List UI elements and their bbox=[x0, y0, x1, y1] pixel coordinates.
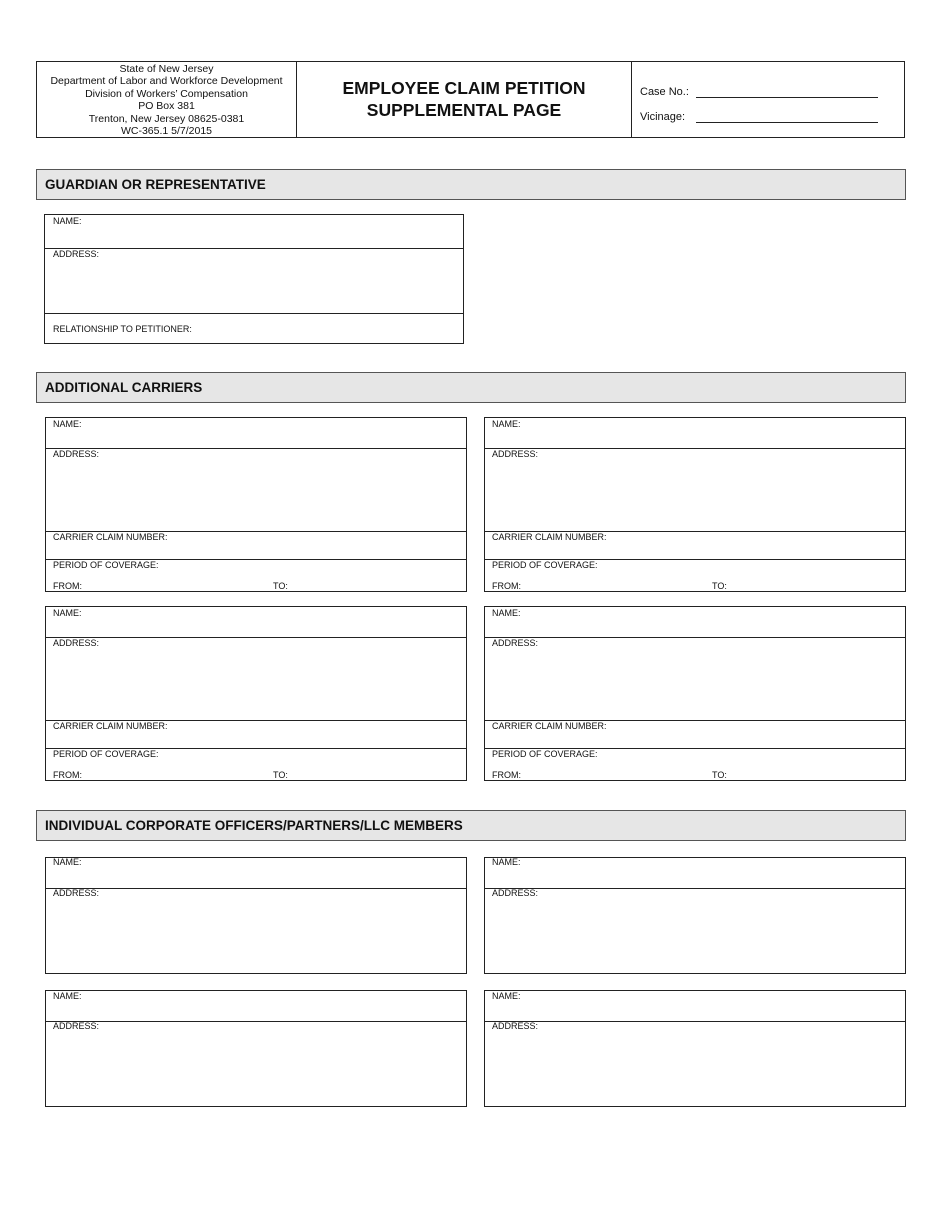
carrier-claim-number-label: CARRIER CLAIM NUMBER: bbox=[53, 532, 168, 542]
address-label: ADDRESS: bbox=[53, 449, 100, 459]
coverage-from-field[interactable] bbox=[525, 763, 705, 780]
from-label: FROM: bbox=[492, 581, 521, 591]
relationship-label: RELATIONSHIP TO PETITIONER: bbox=[53, 324, 192, 334]
officer-address-field[interactable] bbox=[485, 1022, 905, 1106]
carrier-name-field[interactable] bbox=[485, 418, 905, 448]
to-label: TO: bbox=[712, 581, 727, 591]
guardian-address-field[interactable] bbox=[45, 249, 463, 313]
agency-line: Division of Workers’ Compensation bbox=[85, 87, 248, 100]
carrier-box-2 bbox=[484, 417, 906, 592]
case-no-field[interactable] bbox=[696, 88, 878, 98]
name-label: NAME: bbox=[492, 419, 521, 429]
title-line-2: SUPPLEMENTAL PAGE bbox=[366, 100, 562, 120]
period-of-coverage-label: PERIOD OF COVERAGE: bbox=[492, 560, 598, 570]
carrier-claim-number-field[interactable] bbox=[485, 532, 905, 559]
agency-line: PO Box 381 bbox=[138, 100, 195, 113]
officer-name-field[interactable] bbox=[46, 991, 466, 1021]
carrier-address-field[interactable] bbox=[485, 638, 905, 720]
form-number: WC-365.1 5/7/2015 bbox=[120, 125, 213, 138]
officer-box-4 bbox=[484, 990, 906, 1107]
agency-line: State of New Jersey bbox=[119, 63, 214, 75]
name-label: NAME: bbox=[53, 419, 82, 429]
coverage-to-field[interactable] bbox=[730, 574, 900, 591]
section-carriers: ADDITIONAL CARRIERS bbox=[36, 372, 906, 403]
name-label: NAME: bbox=[492, 857, 521, 867]
officer-box-3 bbox=[45, 990, 467, 1107]
case-no-label: Case No.: bbox=[640, 86, 689, 98]
from-label: FROM: bbox=[492, 770, 521, 780]
carrier-box-3 bbox=[45, 606, 467, 781]
guardian-box bbox=[44, 214, 464, 344]
carrier-name-field[interactable] bbox=[485, 607, 905, 637]
address-label: ADDRESS: bbox=[492, 1021, 539, 1031]
to-label: TO: bbox=[273, 770, 288, 780]
coverage-to-field[interactable] bbox=[730, 763, 900, 780]
from-label: FROM: bbox=[53, 581, 82, 591]
period-of-coverage-label: PERIOD OF COVERAGE: bbox=[492, 749, 598, 759]
officer-box-2 bbox=[484, 857, 906, 974]
agency-line: Department of Labor and Workforce Development bbox=[50, 75, 283, 88]
address-label: ADDRESS: bbox=[53, 249, 100, 259]
form-header bbox=[36, 61, 905, 138]
carrier-claim-number-label: CARRIER CLAIM NUMBER: bbox=[53, 721, 168, 731]
period-of-coverage-label: PERIOD OF COVERAGE: bbox=[53, 560, 159, 570]
officer-address-field[interactable] bbox=[46, 1022, 466, 1106]
section-guardian: GUARDIAN OR REPRESENTATIVE bbox=[36, 169, 906, 200]
carrier-box-4 bbox=[484, 606, 906, 781]
carrier-claim-number-label: CARRIER CLAIM NUMBER: bbox=[492, 721, 607, 731]
carrier-address-field[interactable] bbox=[485, 449, 905, 531]
address-label: ADDRESS: bbox=[53, 1021, 100, 1031]
agency-info bbox=[37, 62, 297, 137]
address-label: ADDRESS: bbox=[53, 638, 100, 648]
vicinage-row bbox=[640, 111, 878, 123]
guardian-name-field[interactable] bbox=[45, 215, 463, 248]
name-label: NAME: bbox=[53, 991, 82, 1001]
address-label: ADDRESS: bbox=[492, 888, 539, 898]
carrier-claim-number-label: CARRIER CLAIM NUMBER: bbox=[492, 532, 607, 542]
officer-box-1 bbox=[45, 857, 467, 974]
period-of-coverage-label: PERIOD OF COVERAGE: bbox=[53, 749, 159, 759]
coverage-to-field[interactable] bbox=[291, 574, 461, 591]
officer-name-field[interactable] bbox=[485, 858, 905, 888]
address-label: ADDRESS: bbox=[492, 449, 539, 459]
vicinage-label: Vicinage: bbox=[640, 111, 686, 123]
name-label: NAME: bbox=[53, 216, 82, 226]
officer-name-field[interactable] bbox=[485, 991, 905, 1021]
carrier-box-1 bbox=[45, 417, 467, 592]
title-line-1: EMPLOYEE CLAIM PETITION bbox=[342, 78, 586, 98]
to-label: TO: bbox=[712, 770, 727, 780]
carrier-claim-number-field[interactable] bbox=[46, 721, 466, 748]
carrier-claim-number-field[interactable] bbox=[46, 532, 466, 559]
name-label: NAME: bbox=[492, 608, 521, 618]
carrier-name-field[interactable] bbox=[46, 607, 466, 637]
carrier-claim-number-field[interactable] bbox=[485, 721, 905, 748]
to-label: TO: bbox=[273, 581, 288, 591]
officer-address-field[interactable] bbox=[485, 889, 905, 973]
coverage-from-field[interactable] bbox=[86, 763, 266, 780]
vicinage-field[interactable] bbox=[696, 113, 878, 123]
carrier-address-field[interactable] bbox=[46, 449, 466, 531]
case-info bbox=[632, 62, 904, 137]
carrier-address-field[interactable] bbox=[46, 638, 466, 720]
officer-address-field[interactable] bbox=[46, 889, 466, 973]
name-label: NAME: bbox=[492, 991, 521, 1001]
name-label: NAME: bbox=[53, 608, 82, 618]
address-label: ADDRESS: bbox=[53, 888, 100, 898]
form-title bbox=[297, 62, 632, 137]
address-label: ADDRESS: bbox=[492, 638, 539, 648]
coverage-from-field[interactable] bbox=[86, 574, 266, 591]
section-officers: INDIVIDUAL CORPORATE OFFICERS/PARTNERS/LLC MEMBERS bbox=[36, 810, 906, 841]
name-label: NAME: bbox=[53, 857, 82, 867]
coverage-to-field[interactable] bbox=[291, 763, 461, 780]
from-label: FROM: bbox=[53, 770, 82, 780]
coverage-from-field[interactable] bbox=[525, 574, 705, 591]
case-no-row bbox=[640, 86, 878, 98]
relationship-field[interactable] bbox=[45, 314, 463, 343]
carrier-name-field[interactable] bbox=[46, 418, 466, 448]
agency-line: Trenton, New Jersey 08625-0381 bbox=[88, 112, 245, 125]
officer-name-field[interactable] bbox=[46, 858, 466, 888]
